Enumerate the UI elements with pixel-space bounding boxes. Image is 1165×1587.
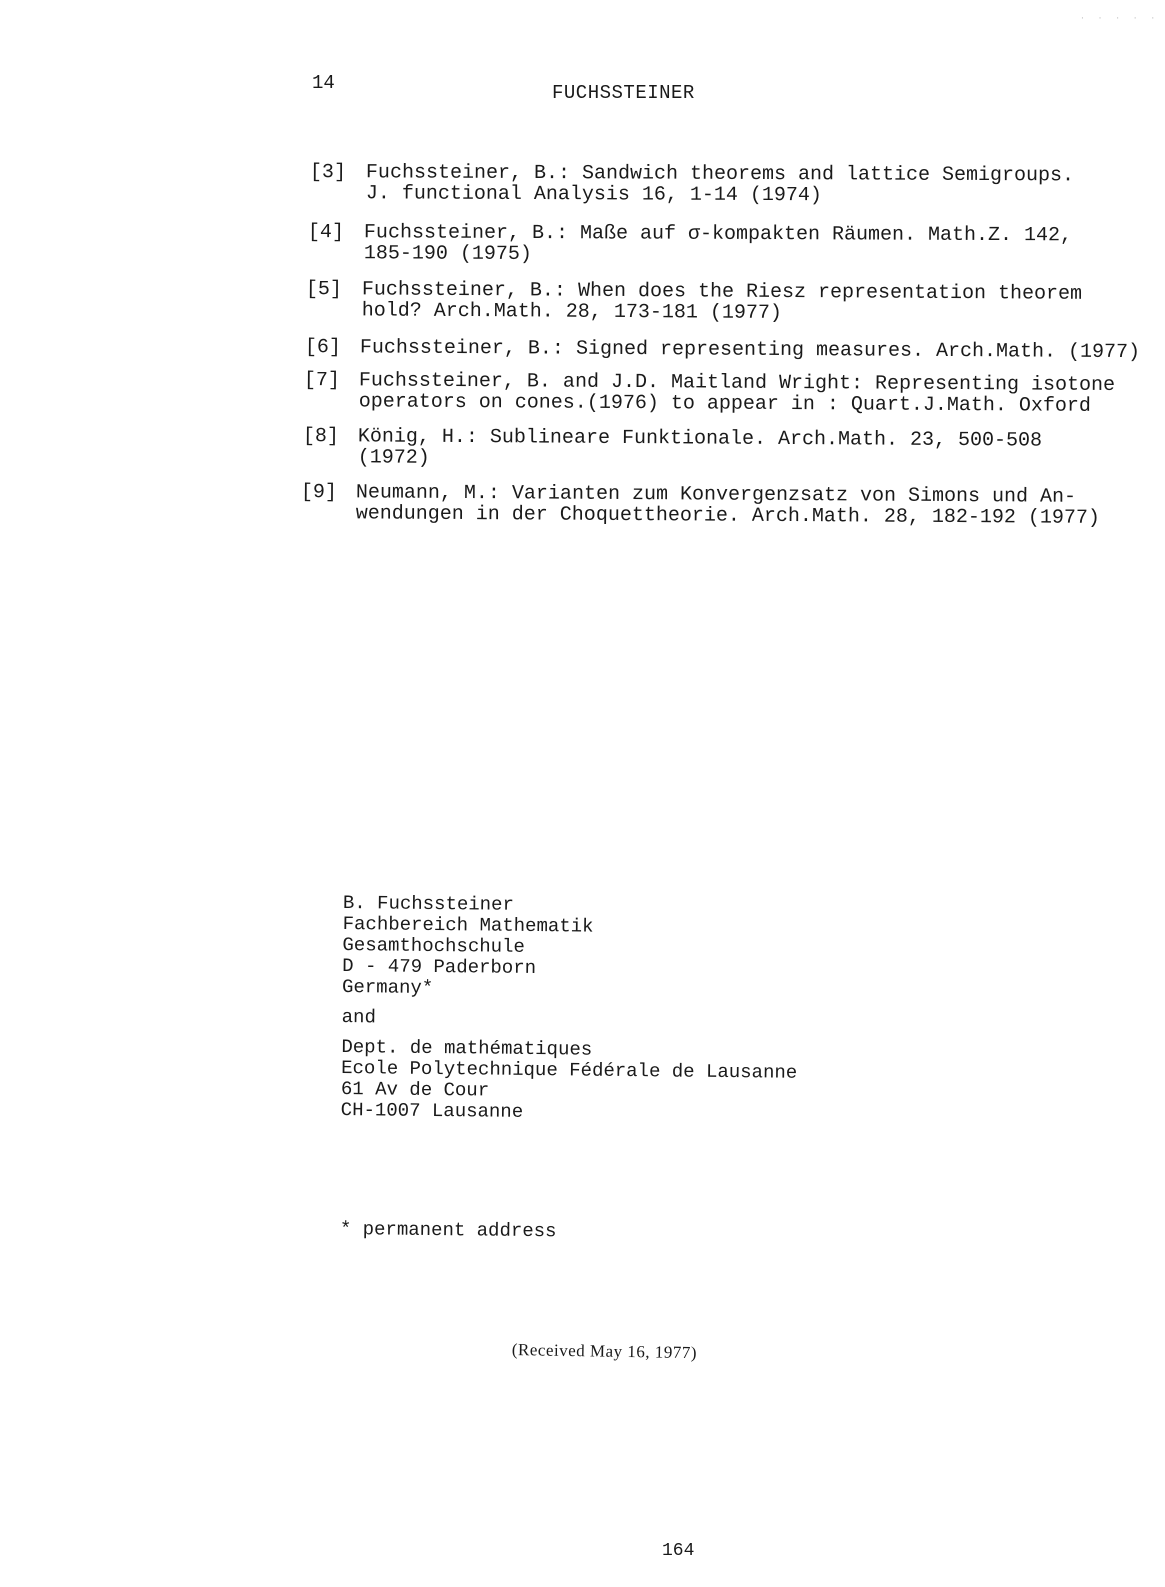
reference-line: Neumann, M.: Varianten zum Konvergenzsatz von Simons und An-: [355, 481, 1077, 509]
reference-line: Fuchssteiner, B. and J.D. Maitland Wright: Representing isotone: [358, 369, 1116, 397]
received-date: (Received May 16, 1977): [511, 1340, 698, 1363]
reference-line: Fuchssteiner, B.: Sandwich theorems and lattice Semigroups.: [365, 161, 1075, 188]
folio-number: 164: [662, 1541, 695, 1561]
address-line: Dept. de mathématiques: [341, 1035, 593, 1061]
reference-line: Fuchssteiner, B.: Signed representing measures. Arch.Math. (1977): [359, 336, 1141, 365]
reference-line: J. functional Analysis 16, 1-14 (1974): [365, 182, 822, 208]
reference-line: Fuchssteiner, B.: When does the Riesz representation theorem: [361, 278, 1083, 306]
address-line: D - 479 Paderborn: [342, 954, 537, 980]
reference-number: [6]: [304, 336, 342, 360]
reference-line: Fuchssteiner, B.: Maße auf σ-kompakten Räumen. Math.Z. 142,: [363, 221, 1073, 248]
address-line: Gesamthochschule: [342, 933, 525, 958]
author-address: [341, 893, 799, 1126]
reference-line: (1972): [357, 446, 430, 470]
address-line: Germany*: [341, 975, 434, 999]
reference-number: [4]: [307, 221, 345, 245]
footnote: * permanent address: [339, 1218, 557, 1243]
running-head: FUCHSSTEINER: [552, 82, 695, 104]
address-line: CH-1007 Lausanne: [340, 1098, 524, 1123]
reference-line: hold? Arch.Math. 28, 173-181 (1977): [361, 299, 782, 325]
reference-number: [5]: [305, 278, 343, 302]
scan-artifact: · · · · ·: [1080, 14, 1160, 23]
reference-line: wendungen in der Choquettheorie. Arch.Math. 28, 182-192 (1977): [355, 502, 1100, 530]
reference-number: [7]: [303, 369, 341, 393]
reference-number: [9]: [300, 481, 338, 505]
reference-line: König, H.: Sublineare Funktionale. Arch.Math. 23, 500-508: [357, 425, 1043, 453]
address-line: 61 Av de Cour: [340, 1077, 490, 1102]
reference-line: operators on cones.(1976) to appear in : Quart.J.Math. Oxford: [358, 390, 1091, 418]
page-number: 14: [312, 72, 335, 94]
address-line: B. Fuchssteiner: [342, 892, 515, 916]
address-line: Ecole Polytechnique Fédérale de Lausanne: [341, 1056, 798, 1084]
address-line: Fachbereich Mathematik: [342, 912, 594, 938]
address-connector: and: [341, 1005, 377, 1029]
reference-number: [8]: [302, 425, 340, 449]
reference-number: [3]: [309, 161, 347, 185]
reference-line: 185-190 (1975): [363, 242, 532, 267]
